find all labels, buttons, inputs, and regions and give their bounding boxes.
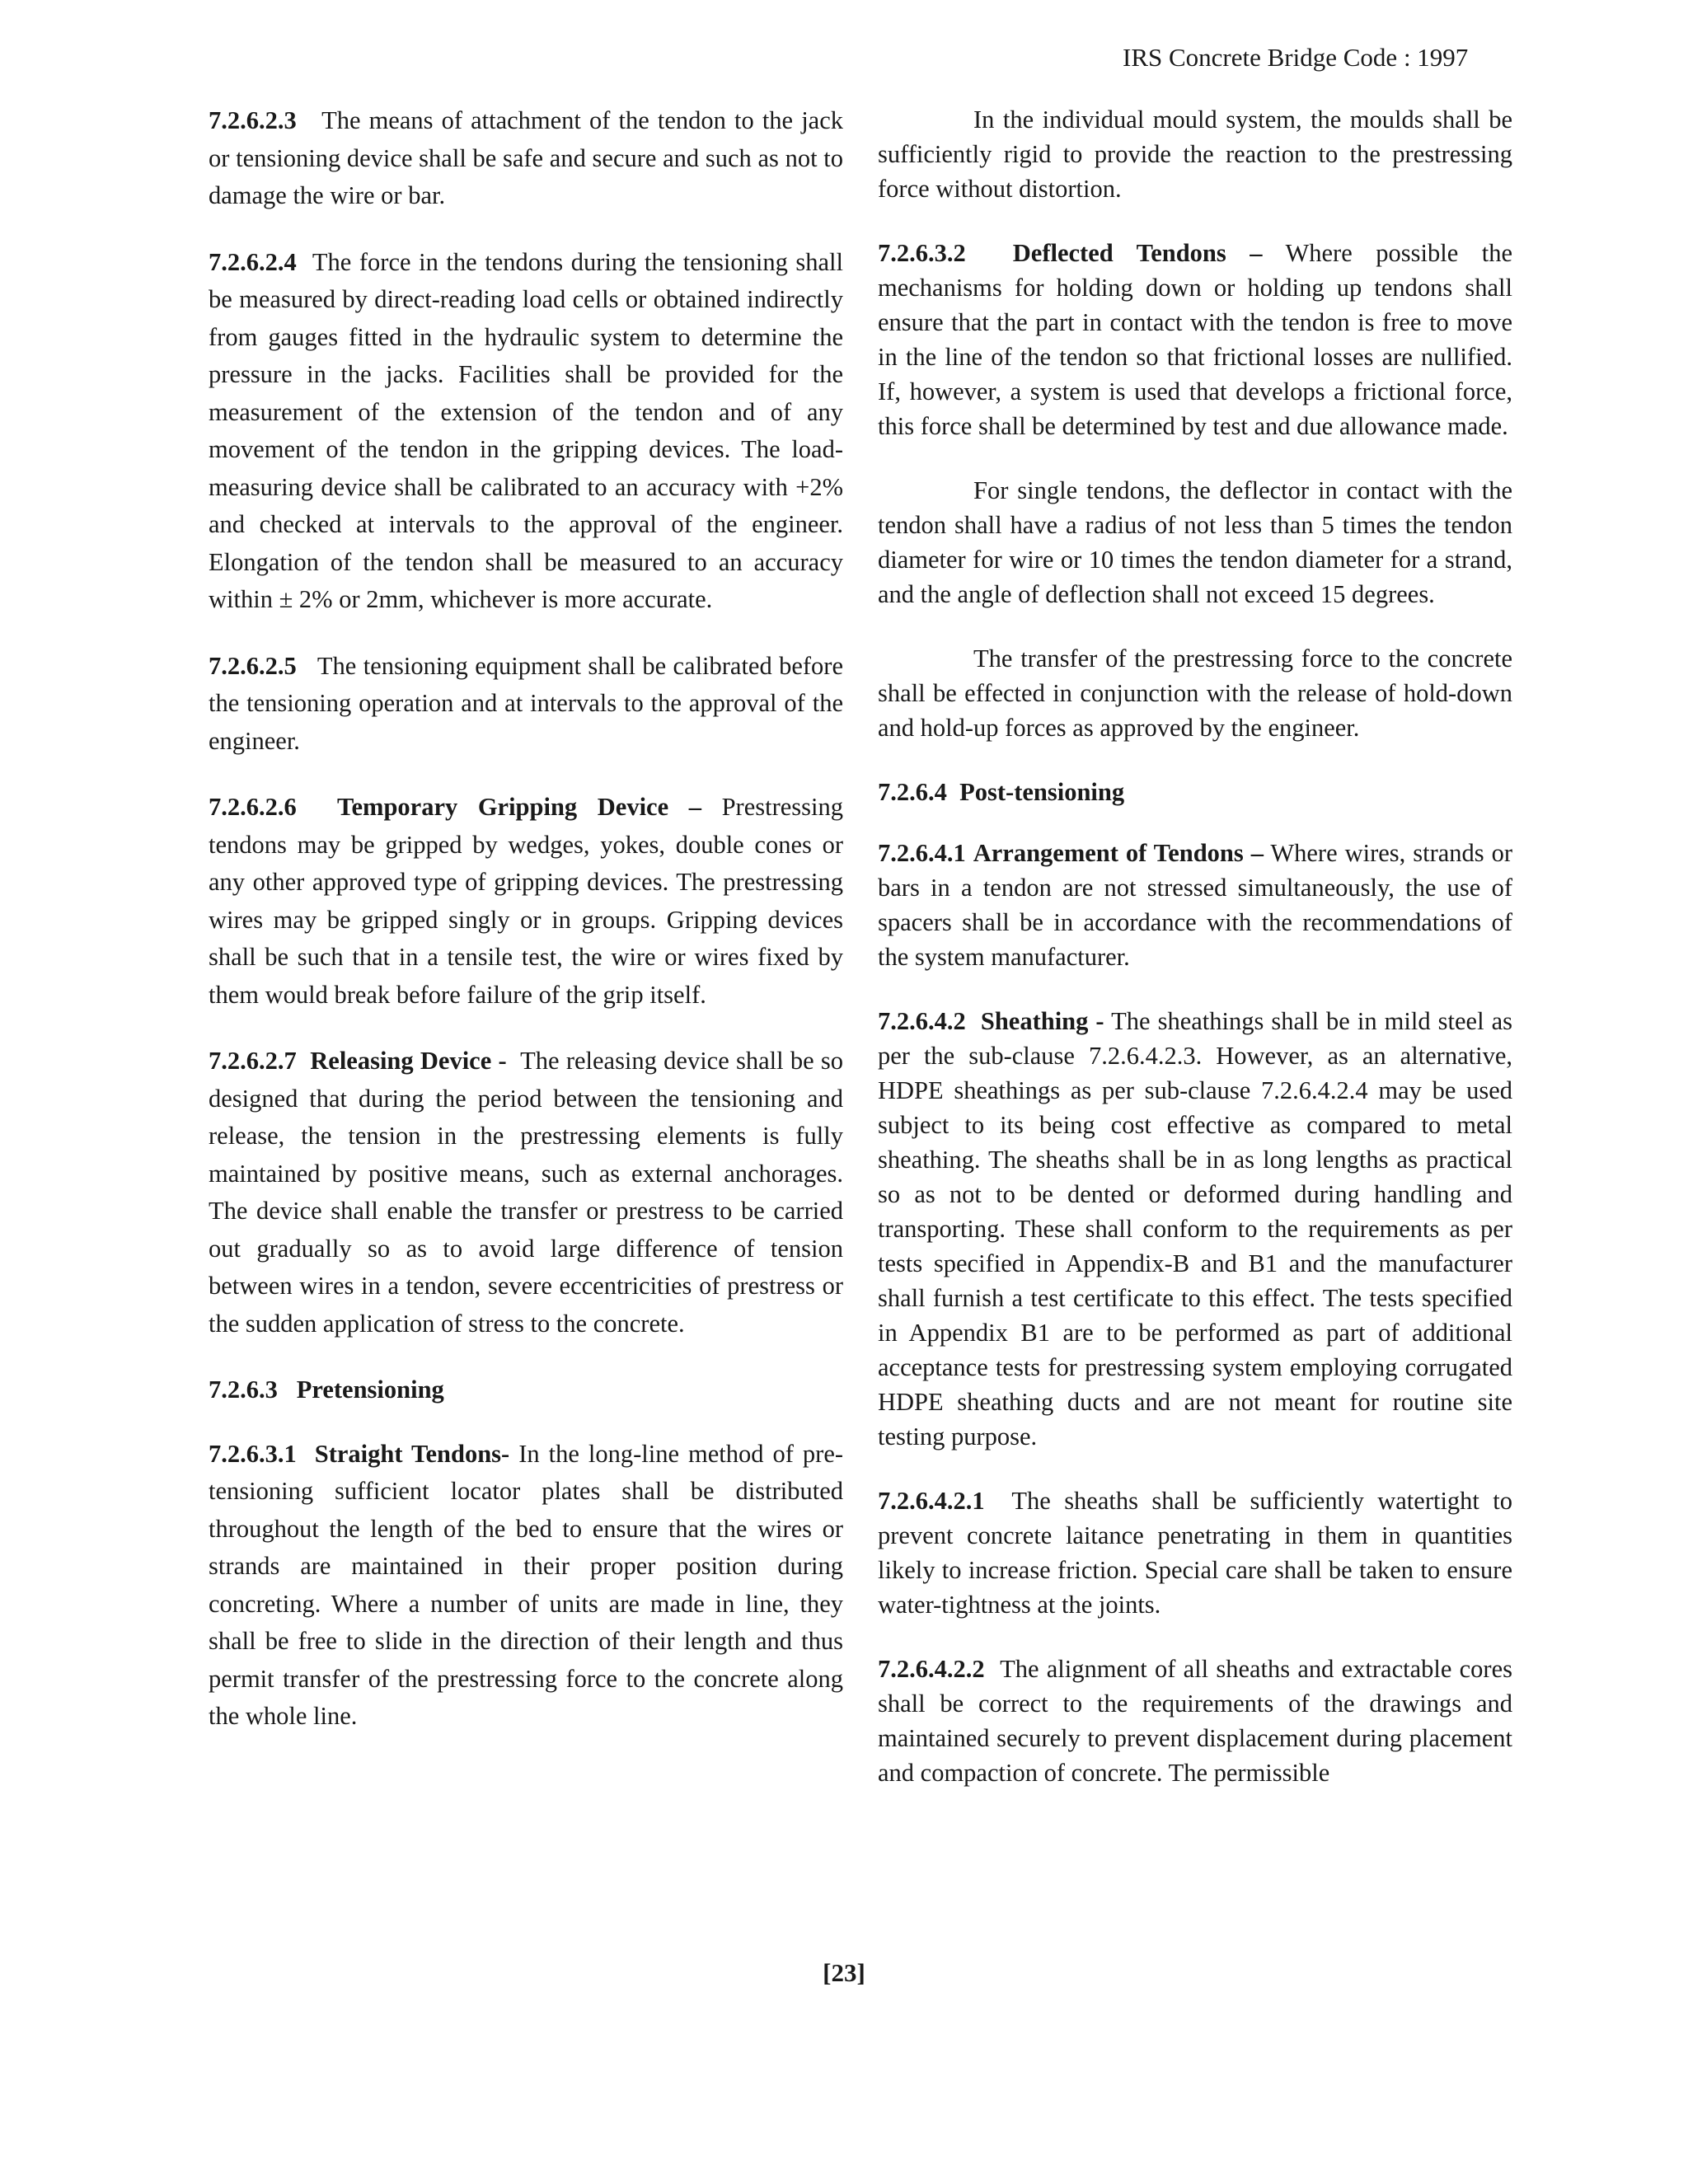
- clause-7-2-6-4-1: [878, 836, 1512, 974]
- clause-7-2-6-2-7: [209, 1043, 843, 1343]
- clause-text: The sheathings shall be in mild steel as per the sub-clause 7.2.6.4.2.3. However, as an alternative, HDPE sheathings as per sub-clause 7.2.6.4.2.4 may be used subject to its being cost effective as compared to metal sheathing. The sheaths shall be in as long lengths as practical so as not to be dented or deformed during handling and transporting. These shall conform to the requirements as per tests specified in Appendix-B and B1 and the manufacturer shall furnish a test certificate to this effect. The tests specified in Appendix B1 are to be performed as part of additional acceptance tests for prestressing system employing corrugated HDPE sheathing ducts and are not meant for routine site testing purpose.: [878, 1007, 1513, 1451]
- clause-7-2-6-3-2: [878, 236, 1512, 443]
- clause-number: 7.2.6.4.2: [878, 1007, 966, 1035]
- paragraph-text: For single tendons, the deflector in contact with the tendon shall have a radius of not less than 5 times the tendon diameter for wire or 10 times the tendon diameter for a strand, and the angle of deflection shall not exceed 15 degrees.: [878, 476, 1512, 608]
- clause-7-2-6-4-2: [878, 1004, 1512, 1454]
- paragraph-text: The transfer of the prestressing force to the concrete shall be effected in conjunction with the release of hold-down and hold-up forces as approved by the engineer.: [878, 644, 1512, 742]
- clause-number: 7.2.6.3.1: [209, 1439, 297, 1468]
- clause-heading: Temporary Gripping Device –: [336, 793, 701, 821]
- section-7-2-6-4: [878, 775, 1512, 809]
- paragraph-transfer: [878, 641, 1512, 745]
- clause-7-2-6-2-3: [209, 102, 843, 215]
- clause-number: 7.2.6.2.3: [209, 106, 297, 134]
- section-7-2-6-3: [209, 1371, 843, 1409]
- clause-text: The alignment of all sheaths and extractable cores shall be correct to the requirements of the drawings and maintained securely to prevent displacement during placement and compaction of concrete. The permissible: [878, 1655, 1512, 1787]
- clause-text: The releasing device shall be so designed that during the period between the tensioning and release, the tension in the prestressing elements is fully maintained by positive means, such as external anchorages. The device shall enable the transfer or prestress to be carried out gradually so as to avoid large difference of tension between wires in a tendon, severe eccentricities of prestress or the sudden application of stress to the concrete.: [209, 1047, 844, 1338]
- clause-text: In the long-line method of pre-tensioning sufficient locator plates shall be distributed throughout the length of the bed to ensure that the wires or strands are maintained in their proper position during concreting. Where a number of units are made in line, they shall be free to slide in the direction of their length and thus permit transfer of the prestressing force to the concrete along the whole line.: [209, 1439, 844, 1730]
- clause-number: 7.2.6.4.2.1: [878, 1487, 985, 1515]
- clause-text: Where wires, strands or bars in a tendon are not stressed simultaneously, the use of spacers shall be in accordance with the recommendations of the system manufacturer.: [878, 839, 1513, 971]
- clause-number: 7.2.6.4.1: [878, 839, 966, 867]
- clause-heading: Deflected Tendons –: [1012, 239, 1263, 267]
- clause-number: 7.2.6.2.7: [209, 1047, 297, 1075]
- clause-number: 7.2.6.4.2.2: [878, 1655, 985, 1683]
- clause-7-2-6-2-6: [209, 789, 843, 1014]
- left-column: [209, 102, 843, 1765]
- section-number: 7.2.6.4: [878, 778, 947, 806]
- running-header: IRS Concrete Bridge Code : 1997: [1123, 43, 1469, 72]
- clause-heading: Releasing Device -: [310, 1047, 507, 1075]
- clause-number: 7.2.6.2.6: [209, 793, 297, 821]
- clause-7-2-6-4-2-2: [878, 1652, 1512, 1790]
- paragraph-single-tendons: [878, 473, 1512, 612]
- clause-text: The sheaths shall be sufficiently watertight to prevent concrete laitance penetrating in them in quantities likely to increase friction. Special care shall be taken to ensure water-tightness at the joints.: [878, 1487, 1513, 1619]
- paragraph-individual-mould: [878, 102, 1512, 206]
- section-number: 7.2.6.3: [209, 1376, 278, 1404]
- clause-text: The tensioning equipment shall be calibrated before the tensioning operation and at intervals to the approval of the engineer.: [209, 651, 843, 755]
- right-column: [878, 102, 1512, 1820]
- paragraph-text: In the individual mould system, the moulds shall be sufficiently rigid to provide the reaction to the prestressing force without distortion.: [878, 105, 1512, 203]
- clause-number: 7.2.6.2.4: [209, 247, 297, 276]
- clause-text: The force in the tendons during the tensioning shall be measured by direct-reading load cells or obtained indirectly from gauges fitted in the hydraulic system to determine the pressure in the jacks. Facilities shall be provided for the measurement of the extension of the tendon and of any movement of the tendon in the gripping devices. The load-measuring device shall be calibrated to an accuracy with +2% and checked at intervals to the approval of the engineer. Elongation of the tendon shall be measured to an accuracy within ± 2% or 2mm, whichever is more accurate.: [209, 247, 844, 613]
- clause-text: Prestressing tendons may be gripped by wedges, yokes, double cones or any other approved type of gripping devices. The prestressing wires may be gripped singly or in groups. Gripping devices shall be such that in a tensile test, the wire or wires fixed by them would break before failure of the grip itself.: [209, 793, 844, 1009]
- section-heading: Post-tensioning: [959, 778, 1125, 806]
- clause-heading: Sheathing -: [980, 1007, 1104, 1035]
- clause-text: Where possible the mechanisms for holding down or holding up tendons shall ensure that the part in contact with the tendon is free to move in the line of the tendon so that frictional losses are nullified. If, however, a system is used that develops a frictional force, this force shall be determined by test and due allowance made.: [878, 239, 1513, 440]
- clause-7-2-6-4-2-1: [878, 1483, 1512, 1622]
- clause-text: The means of attachment of the tendon to the jack or tensioning device shall be safe and secure and such as not to damage the wire or bar.: [209, 106, 843, 209]
- section-heading: Pretensioning: [296, 1376, 444, 1404]
- clause-7-2-6-3-1: [209, 1436, 843, 1736]
- clause-7-2-6-2-5: [209, 648, 843, 761]
- clause-number: 7.2.6.3.2: [878, 239, 966, 267]
- page-number: [23]: [823, 1958, 865, 1987]
- clause-heading: Arrangement of Tendons –: [973, 839, 1264, 867]
- clause-7-2-6-2-4: [209, 244, 843, 619]
- clause-number: 7.2.6.2.5: [209, 651, 297, 680]
- clause-heading: Straight Tendons-: [314, 1439, 510, 1468]
